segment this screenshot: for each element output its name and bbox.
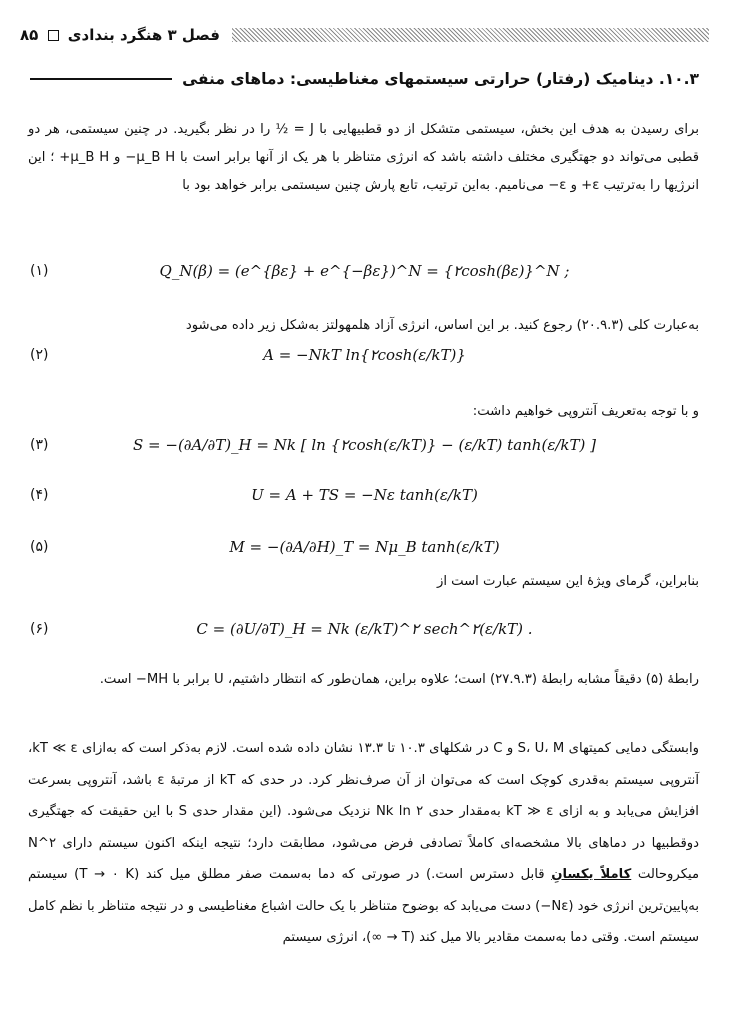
underlined-phrase: کاملاً یکسانِ — [551, 867, 632, 882]
page-header — [20, 22, 709, 48]
equation-body: U = A + TS = −Nε tanh(ε/kT) — [251, 486, 478, 504]
equation-body: C = (∂U/∂T)_H = Nk (ε/kT)^۲ sech^۲(ε/kT) . — [196, 620, 533, 638]
equation-4 — [30, 486, 699, 504]
section-heading — [30, 66, 699, 92]
equation-5 — [30, 538, 699, 556]
paragraph-entropy: و با توجه به‌تعریف آنتروپی خواهیم داشت: — [472, 404, 699, 419]
header-hatch — [232, 28, 709, 42]
equation-number: (۵) — [30, 539, 49, 555]
equation-body: M = −(∂A/∂H)_T = Nμ_B tanh(ε/kT) — [229, 538, 500, 556]
equation-number: (۲) — [30, 347, 49, 363]
paragraph-specific-heat: بنابراین، گرمای ویژهٔ این سیستم عبارت است از — [436, 574, 699, 589]
equation-3 — [30, 436, 699, 454]
paragraph-intro: برای رسیدن به هدف این بخش، سیستمی متشکل از دو قطبیهایی با J = ½ را در نظر بگیرید. در چنین سیستمی، هر دو قطبی می‌تواند دو جهتگیری مختلف داشته باشد که انرژی متناظر با هر یک از آنها برابر است با μ_B H− و μ_B H+ ؛ این انرژیها را به‌ترتیب ε+ و ε− می‌نامیم. به‌این ترتیب، تابع پارش چنین سیستمی برابر خواهد بود با — [28, 122, 700, 193]
equation-body: A = −NkT ln{۲cosh(ε/kT)} — [263, 346, 466, 364]
header-text — [20, 26, 220, 44]
paragraph-text: قابل دسترس است.) در صورتی که دما به‌سمت صفر مطلق میل کند (T → ۰ K) سیستم به‌پایین‌ترین انرژی خود (Nε−) دست می‌یابد که بوضوح متناظر با یک حالت اشباع مغناطیسی و در نتیجه متناظر با نظم کامل سیستم است. وقتی دما به‌سمت مقادیر بالا میل کند (T → ∞)، انرژی سیستم — [28, 867, 699, 945]
equation-number: (۴) — [30, 487, 49, 503]
equation-1 — [30, 262, 699, 280]
equation-number: (۶) — [30, 621, 49, 637]
equation-number: (۱) — [30, 263, 49, 279]
equation-2 — [30, 346, 699, 364]
page-number: ۸۵ — [20, 26, 39, 44]
equation-body: S = −(∂A/∂T)_H = Nk [ ln {۲cosh(ε/kT)} − (ε/kT) tanh(ε/kT) ] — [133, 436, 596, 454]
square-icon — [48, 30, 59, 41]
section-title: ۱۰.۳. دینامیک (رفتار) حرارتی سیستمهای مغناطیسی: دماهای منفی — [182, 70, 699, 88]
paragraph-relation: رابطهٔ (۵) دقیقاً مشابه رابطهٔ (۲۷.۹.۳) است؛ علاوه براین، همان‌طور که انتظار داشتیم، U برابر با MH− است. — [99, 672, 699, 687]
section-rule — [30, 78, 172, 80]
equation-6 — [30, 620, 699, 638]
equation-body: Q_N(β) = (e^{βε} + e^{−βε})^N = {۲cosh(βε)}^N ; — [159, 262, 570, 280]
chapter-title: فصل ۳ هنگرد بندادی — [67, 26, 220, 44]
paragraph-temperature-dependence — [28, 733, 699, 954]
equation-number: (۳) — [30, 437, 49, 453]
paragraph-helmholtz: به‌عبارت کلی (۲۰.۹.۳) رجوع کنید. بر این اساس، انرژی آزاد هلمهولتز به‌شکل زیر داده می‌شود — [185, 318, 699, 333]
paragraph-text: وابستگی دمایی کمیتهای S، U، M و C در شکلهای ۱۰.۳ تا ۱۳.۳ نشان داده شده است. لازم به‌ذکر است که به‌ازای kT ≪ ε، آنتروپی سیستم به‌قدری کوچک است که می‌توان از آن صرف‌نظر کرد. در حدی که kT از مرتبهٔ ε باشد، آنتروپی بسرعت افزایش می‌یابد و به ازای kT ≫ ε به‌مقدار حدی Nk ln ۲ نزدیک می‌شود. (این مقدار حدی S با این حقیقت که جهتگیری دوقطبیها در دماهای بالا مشخصه‌ای کاملاً تصادفی فرض می‌شود، مطابقت دارد؛ نتیجه اینکه اکنون سیستم دارای ۲^N میکروحالت — [28, 741, 700, 882]
